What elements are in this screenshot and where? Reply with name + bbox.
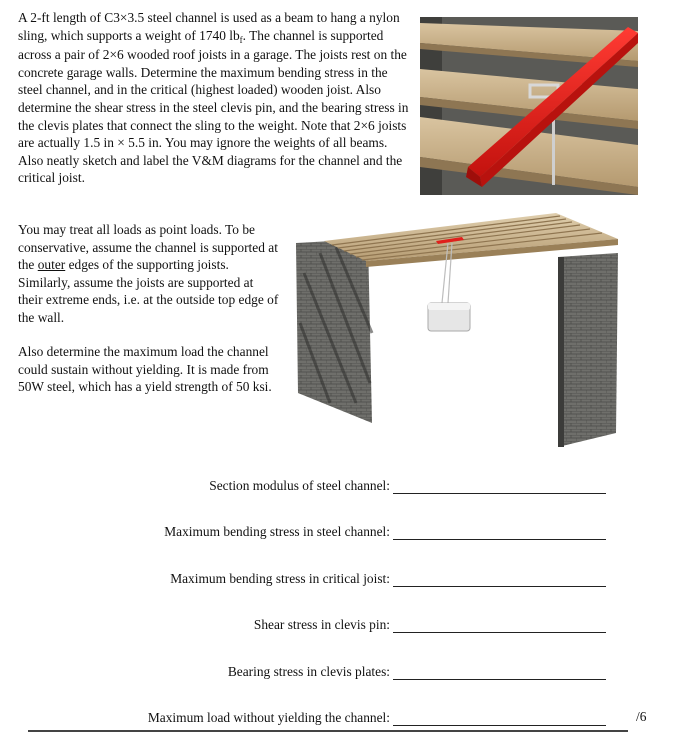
answer-blank[interactable] [393, 572, 606, 587]
garage-overview-illustration [296, 213, 620, 447]
answer-row-bearing-stress [0, 662, 610, 682]
page-bottom-rule [28, 730, 628, 732]
answer-label: Bearing stress in clevis plates: [227, 664, 390, 679]
problem-paragraph-3: Also determine the maximum load the channel could sustain without yielding. It is made from 50W steel, which has a yield strength of 50 ksi. [18, 344, 272, 395]
answer-row-bending-stress-channel [0, 522, 610, 542]
score-label: /6 [636, 709, 647, 724]
answer-row-shear-stress-pin [0, 615, 610, 635]
answer-label: Maximum load without yielding the channel: [147, 710, 390, 725]
answer-row-bending-stress-joist [0, 569, 610, 589]
answer-blank[interactable] [393, 479, 606, 494]
answer-blank[interactable] [393, 665, 606, 680]
problem-paragraph-1: A 2-ft length of C3×3.5 steel channel is used as a beam to hang a nylon sling, which supports a weight of 1740 $lb_f$. The channel is supported across a pair of 2×6 wooded roof joists in a garage. The joists rest on the concrete garage walls. Determine the maximum bending stress in the steel channel, and in the critical (highest loaded) wooden joist. Also determine the shear stress in the steel clevis pin, and the bearing stress in the clevis plates that connect the sling to the weight. Note that 2×6 joists are actually 1.5 in × 5.5 in. You may ignore the weights of all beams. Also neatly sketch and label the V&M diagrams for the channel and the critical joist. [18, 10, 409, 186]
answer-label: Maximum bending stress in steel channel: [164, 524, 390, 539]
answer-row-section-modulus [0, 476, 610, 496]
answer-blank[interactable] [393, 525, 606, 540]
answer-label: Section modulus of steel channel: [209, 478, 390, 493]
answer-label: Maximum bending stress in critical joist: [170, 571, 390, 586]
answer-blank[interactable] [393, 618, 606, 633]
channel-closeup-illustration [420, 17, 638, 195]
answer-label: Shear stress in clevis pin: [253, 617, 390, 632]
answer-blank[interactable] [393, 711, 606, 726]
problem-paragraph-2: You may treat all loads as point loads. To be conservative, assume the channel is supported at the outer edges of the supporting joists. Similarly, assume the joists are supported at their extreme ends, i.e. at the outside top edge of the wall. [18, 222, 279, 325]
answer-row-max-load [0, 708, 610, 728]
